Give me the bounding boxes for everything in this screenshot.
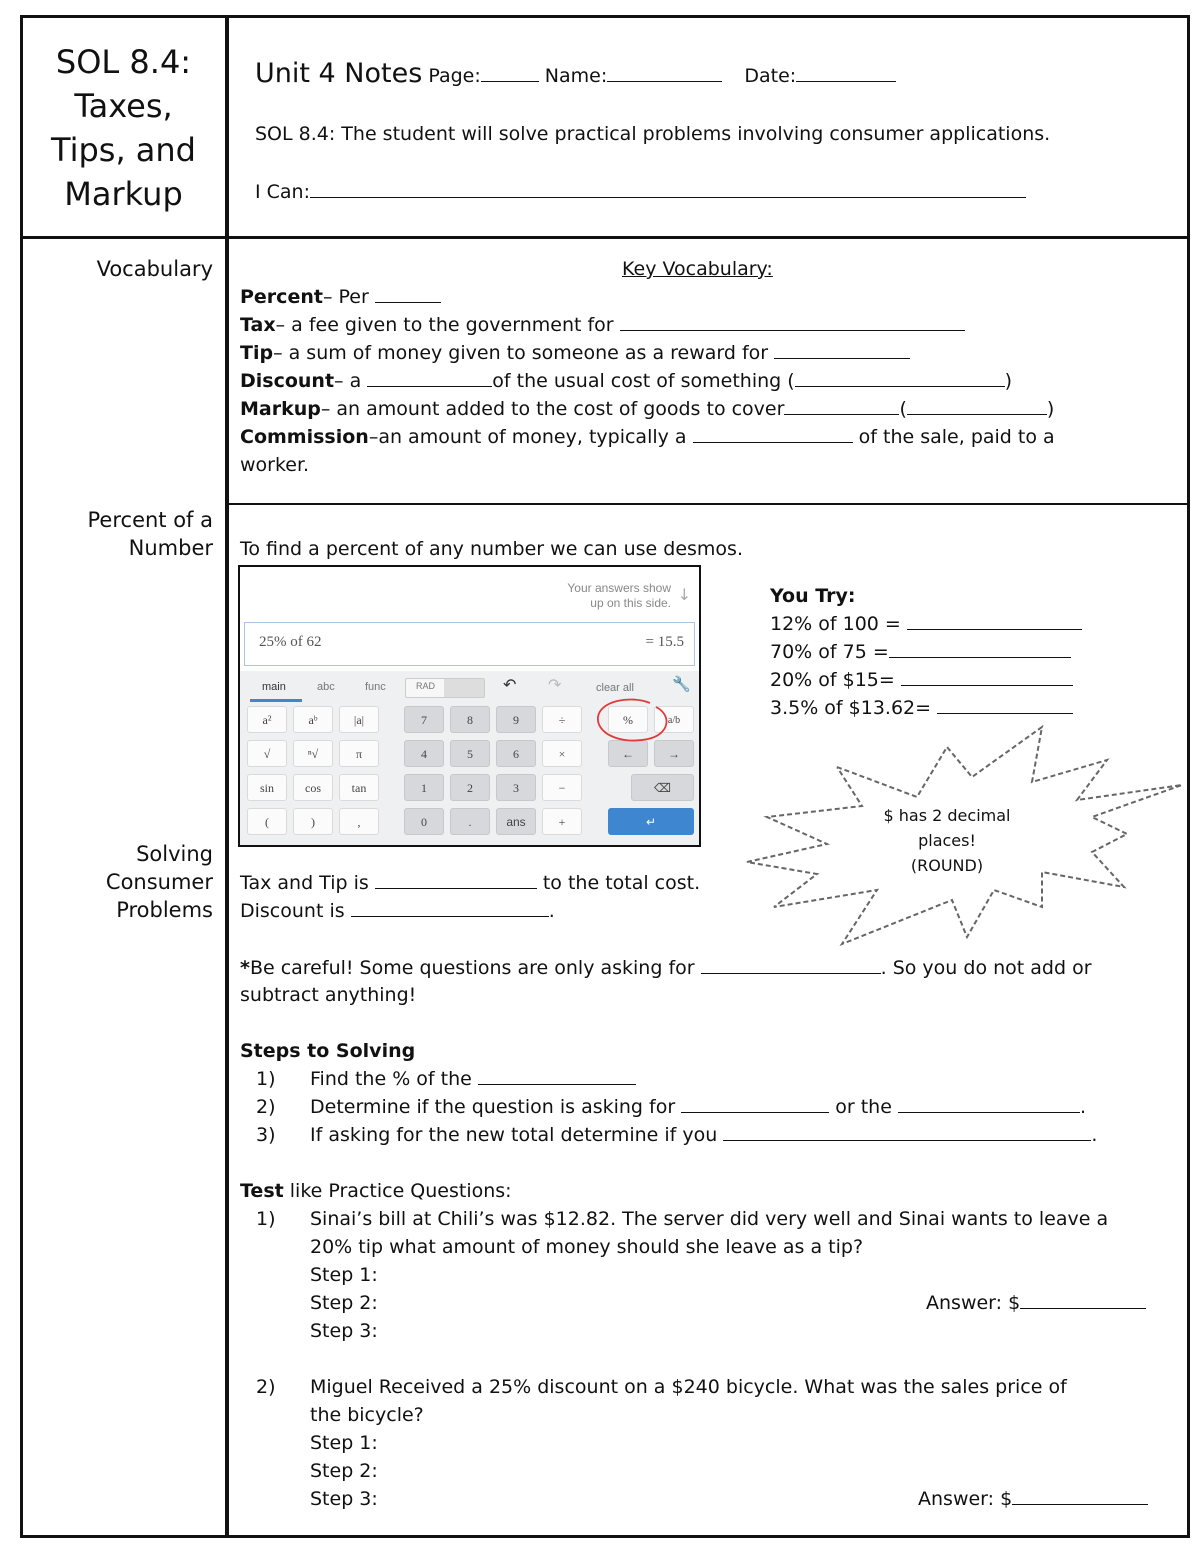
column-divider — [225, 15, 229, 1538]
vocab-heading: Key Vocabulary: — [622, 258, 773, 280]
side-label-percent — [18, 506, 213, 562]
starburst-line: (ROUND) — [910, 856, 984, 875]
header-divider — [20, 236, 1190, 239]
side-label-line: Percent of a — [87, 508, 213, 532]
you-try-item — [770, 666, 1073, 694]
vocab-divider — [229, 503, 1187, 505]
careful-text: Be careful! Some questions are only asking for — [249, 957, 695, 979]
calc-key[interactable]: ÷ — [542, 706, 582, 733]
wrench-icon[interactable]: 🔧 — [672, 675, 691, 693]
side-label-vocabulary: Vocabulary — [96, 257, 213, 281]
page-blank[interactable] — [481, 63, 539, 82]
vocab-tax — [240, 311, 965, 339]
calc-key[interactable]: |a| — [339, 706, 379, 733]
percent-intro: To find a percent of any number we can use desmos. — [240, 538, 743, 560]
frame-left — [20, 15, 23, 1538]
name-blank[interactable] — [607, 63, 722, 82]
calc-key[interactable]: 9 — [496, 706, 536, 733]
vocab-term: Commission — [240, 426, 369, 448]
careful-line — [240, 954, 1092, 982]
question-2-step: Step 3: — [310, 1488, 378, 1510]
you-try-heading: You Try: — [770, 585, 856, 607]
calc-key[interactable]: √ — [247, 740, 287, 767]
calc-key[interactable]: 4 — [404, 740, 444, 767]
question-2-line: the bicycle? — [310, 1404, 424, 1426]
side-label-line: Consumer — [105, 870, 213, 894]
you-try-blank[interactable] — [889, 639, 1071, 658]
you-try-item — [770, 694, 1073, 722]
title-line: Taxes, — [74, 87, 173, 125]
calc-tab-func[interactable]: func — [365, 681, 386, 693]
calc-key[interactable]: × — [542, 740, 582, 767]
steps-text: If asking for the new total determine if you — [310, 1124, 718, 1146]
steps-text: Find the % of the — [310, 1068, 472, 1090]
unit-header-line — [255, 55, 896, 95]
date-blank[interactable] — [796, 63, 896, 82]
calc-key[interactable]: 8 — [450, 706, 490, 733]
standard-text: SOL 8.4: The student will solve practical problems involving consumer applications. — [255, 123, 1051, 145]
calc-key[interactable]: . — [450, 808, 490, 835]
steps-text: . — [1091, 1124, 1098, 1146]
vocab-def: – Per — [322, 286, 369, 308]
steps-text: Determine if the question is asking for — [310, 1096, 676, 1118]
calc-key[interactable]: tan — [339, 774, 379, 801]
vocab-tip — [240, 339, 910, 367]
discount-blank[interactable] — [351, 898, 549, 917]
calc-key[interactable]: , — [339, 808, 379, 835]
calc-key[interactable]: 6 — [496, 740, 536, 767]
vocab-markup — [240, 395, 1054, 423]
question-2-number: 2) — [256, 1376, 276, 1398]
title-line: Tips, and — [51, 131, 196, 169]
practice-heading — [240, 1177, 512, 1205]
calc-key[interactable]: ans — [496, 808, 536, 835]
vocab-blank[interactable] — [907, 396, 1047, 415]
ican-blank[interactable] — [310, 179, 1026, 198]
vocab-blank[interactable] — [795, 368, 1005, 387]
calc-key[interactable]: − — [542, 774, 582, 801]
vocab-blank[interactable] — [693, 424, 853, 443]
calc-hint-line: Your answers show — [567, 581, 671, 595]
ican-label: I Can: — [255, 181, 310, 203]
title-line: Markup — [64, 175, 183, 213]
calc-key[interactable]: ⁿ√ — [293, 740, 333, 767]
calc-clear-all[interactable]: clear all — [596, 682, 634, 694]
title-line: SOL 8.4: — [55, 43, 192, 81]
side-label-line: Solving — [136, 842, 213, 866]
answer-label: Answer: $ — [926, 1292, 1021, 1314]
steps-item — [256, 1121, 1097, 1149]
side-label-solving — [18, 840, 213, 924]
steps-item — [256, 1093, 1086, 1121]
redo-icon[interactable]: ↷ — [548, 675, 562, 694]
desmos-calculator — [238, 565, 701, 847]
calc-tab-abc[interactable]: abc — [317, 681, 335, 693]
steps-num: 3) — [256, 1124, 276, 1146]
vocab-term: Discount — [240, 370, 335, 392]
down-arrow-icon: ↓ — [677, 585, 691, 604]
practice-heading-bold: Test — [240, 1180, 284, 1202]
answer-label: Answer: $ — [918, 1488, 1013, 1510]
calc-expression-input[interactable] — [244, 622, 695, 666]
calc-rad-label: RAD — [416, 681, 436, 691]
percent-key-highlight-circle — [590, 697, 676, 747]
you-try-text: 12% of 100 = — [770, 613, 901, 635]
you-try-blank[interactable] — [907, 611, 1082, 630]
discount-line — [240, 897, 555, 925]
question-1-step: Step 1: — [310, 1264, 378, 1286]
question-1-answer — [926, 1289, 1146, 1317]
vocab-commission — [240, 423, 1055, 451]
vocab-def: – an amount added to the cost of goods to cover — [320, 398, 785, 420]
vocab-term: Percent — [240, 286, 323, 308]
steps-blank[interactable] — [478, 1066, 636, 1085]
you-try-text: 20% of $15= — [770, 669, 895, 691]
starburst-line: places! — [918, 831, 976, 850]
name-label: Name: — [544, 65, 608, 87]
steps-text: or the — [835, 1096, 892, 1118]
calc-key[interactable]: + — [542, 808, 582, 835]
careful-star: * — [240, 957, 250, 979]
you-try-item — [770, 610, 1082, 638]
discount-text: Discount is — [240, 900, 345, 922]
calc-result: = 15.5 — [645, 634, 684, 650]
unit-title: Unit 4 Notes — [255, 58, 423, 89]
vocab-commission-cont: worker. — [240, 454, 310, 476]
vocab-discount — [240, 367, 1012, 395]
question-2-answer — [918, 1485, 1148, 1513]
side-label-line: Number — [128, 536, 213, 560]
vocab-def: ( — [899, 398, 907, 420]
steps-heading: Steps to Solving — [240, 1040, 416, 1062]
side-label-line: Problems — [116, 898, 213, 922]
careful-blank[interactable] — [701, 955, 881, 974]
frame-bottom — [20, 1535, 1190, 1538]
vocab-term: Tax — [240, 314, 276, 336]
careful-line-cont: subtract anything! — [240, 984, 417, 1006]
question-2-step: Step 2: — [310, 1460, 378, 1482]
calc-key-percent[interactable]: % — [608, 706, 648, 733]
calc-key[interactable]: a² — [247, 706, 287, 733]
vocab-blank[interactable] — [784, 396, 899, 415]
vocab-blank[interactable] — [620, 312, 965, 331]
question-2-line: Miguel Received a 25% discount on a $240 bicycle. What was the sales price of — [310, 1376, 1067, 1398]
question-1-line: Sinai’s bill at Chili’s was $12.82. The server did very well and Sinai wants to leave a — [310, 1208, 1109, 1230]
discount-text: . — [548, 900, 555, 922]
frame-top — [20, 15, 1190, 18]
frame-right — [1187, 15, 1190, 1538]
vocab-def: ) — [1004, 370, 1013, 392]
calc-key[interactable]: 2 — [450, 774, 490, 801]
tax-tip-blank[interactable] — [375, 870, 537, 889]
question-1-number: 1) — [256, 1208, 276, 1230]
tax-tip-text: to the total cost. — [542, 872, 701, 894]
question-2-step: Step 1: — [310, 1432, 378, 1454]
calc-key-left-arrow[interactable]: ← — [608, 740, 648, 767]
vocab-blank[interactable] — [774, 340, 910, 359]
vocab-def: –an amount of money, typically a — [368, 426, 687, 448]
steps-text: . — [1079, 1096, 1087, 1118]
answer-blank[interactable] — [1020, 1290, 1146, 1309]
calc-key[interactable]: ( — [247, 808, 287, 835]
tax-tip-text: Tax and Tip is — [240, 872, 369, 894]
calc-key[interactable]: cos — [293, 774, 333, 801]
date-label: Date: — [744, 65, 797, 87]
ican-line — [255, 178, 1026, 206]
vocab-def: – a — [334, 370, 362, 392]
vocab-def: – a sum of money given to someone as a reward for — [273, 342, 769, 364]
you-try-blank[interactable] — [937, 695, 1073, 714]
calc-key-right-arrow[interactable]: → — [654, 740, 694, 767]
practice-heading-text: like Practice Questions: — [283, 1180, 512, 1202]
calc-key-backspace[interactable]: ⌫ — [631, 774, 694, 801]
vocab-def: of the sale, paid to a — [858, 426, 1055, 448]
vocab-percent — [240, 283, 441, 311]
answer-blank[interactable] — [1012, 1486, 1148, 1505]
steps-num: 1) — [256, 1068, 276, 1090]
starburst-line: $ has 2 decimal — [883, 806, 1011, 825]
page-title — [22, 40, 225, 216]
vocab-term: Markup — [240, 398, 321, 420]
calc-key[interactable]: a/b — [654, 706, 694, 733]
calc-key[interactable]: 7 — [404, 706, 444, 733]
tax-tip-line — [240, 869, 700, 897]
steps-blank[interactable] — [898, 1094, 1080, 1113]
calc-tab-underline — [250, 699, 302, 702]
calc-hint — [567, 581, 671, 611]
calc-key[interactable]: 0 — [404, 808, 444, 835]
calc-key[interactable]: aᵇ — [293, 706, 333, 733]
careful-text: . So you do not add or — [880, 957, 1092, 979]
vocab-term: Tip — [240, 342, 274, 364]
vocab-blank[interactable] — [367, 368, 492, 387]
calc-tab-main[interactable]: main — [262, 681, 286, 693]
page-label: Page: — [428, 65, 481, 87]
calc-key[interactable]: π — [339, 740, 379, 767]
calc-key[interactable]: 1 — [404, 774, 444, 801]
calc-hint-line: up on this side. — [590, 596, 671, 610]
starburst-text — [858, 802, 1036, 880]
calc-key[interactable]: 3 — [496, 774, 536, 801]
question-1-step: Step 3: — [310, 1320, 378, 1342]
calc-key[interactable]: 5 — [450, 740, 490, 767]
question-1-step: Step 2: — [310, 1292, 378, 1314]
calc-expression: 25% of 62 — [259, 634, 322, 650]
steps-blank[interactable] — [681, 1094, 829, 1113]
you-try-item — [770, 638, 1071, 666]
calc-key-enter[interactable]: ↵ — [608, 808, 694, 835]
calc-key[interactable]: ) — [293, 808, 333, 835]
vocab-def: – a fee given to the government for — [275, 314, 614, 336]
calc-key[interactable]: sin — [247, 774, 287, 801]
undo-icon[interactable]: ↶ — [503, 675, 517, 694]
steps-num: 2) — [256, 1096, 276, 1118]
you-try-text: 3.5% of $13.62= — [770, 697, 932, 719]
question-1-line: 20% tip what amount of money should she leave as a tip? — [310, 1236, 864, 1258]
vocab-def: of the usual cost of something ( — [492, 370, 795, 392]
vocab-def: ) — [1046, 398, 1055, 420]
steps-blank[interactable] — [723, 1122, 1091, 1141]
you-try-blank[interactable] — [901, 667, 1073, 686]
vocab-blank[interactable] — [375, 284, 441, 303]
steps-item — [256, 1065, 636, 1093]
you-try-text: 70% of 75 = — [770, 641, 889, 663]
calc-rad-toggle[interactable] — [405, 678, 485, 698]
